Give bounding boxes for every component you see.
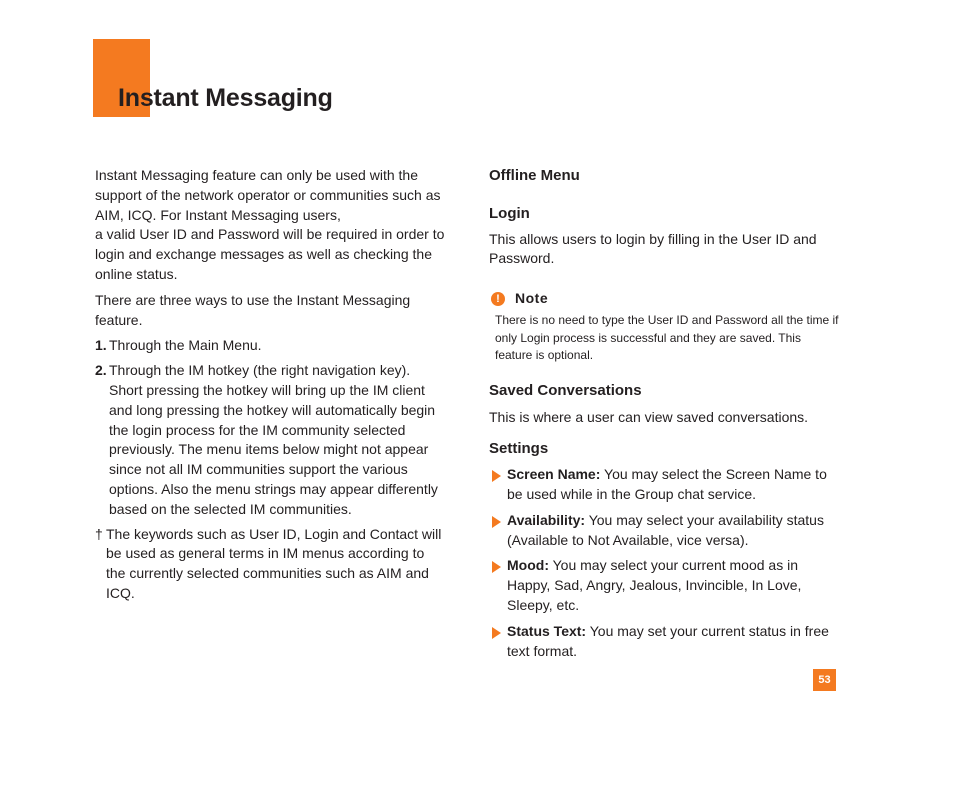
note-header: [489, 289, 839, 309]
footnote: [95, 525, 445, 604]
settings-text: You may set your current status in free text format.: [507, 622, 829, 659]
right-column: [489, 166, 839, 667]
left-column: [95, 166, 445, 604]
triangle-bullet-icon: [492, 516, 501, 528]
page-title: Instant Messaging: [118, 84, 333, 112]
login-description: This allows users to login by filling in the User ID and Password.: [489, 230, 817, 267]
triangle-bullet-icon: [492, 470, 501, 482]
settings-text: You may select the Screen Name to be used while in the Group chat service.: [507, 466, 827, 502]
triangle-bullet-icon: [492, 561, 501, 573]
list-item: [95, 336, 445, 356]
offline-menu-heading: Offline Menu: [489, 167, 580, 184]
settings-item-mood: [489, 556, 839, 615]
settings-item-screen-name: [489, 465, 839, 505]
page-number: 53: [813, 669, 836, 691]
note-body: There is no need to type the User ID and Password all the time if only Login process is successful and they are saved. This feature is optional.: [495, 312, 839, 363]
ways-paragraph: There are three ways to use the Instant Messaging feature.: [95, 291, 411, 328]
intro-paragraph-line-1: Instant Messaging feature can only be used with the support of the network operator or communities such as AIM, ICQ. For Instant Messaging users,: [95, 167, 441, 223]
settings-item-status-text: [489, 622, 839, 662]
intro-paragraph-line-2: a valid User ID and Password will be required in order to login and exchange messages as well as checking the online status.: [95, 226, 445, 282]
saved-conversations-description: This is where a user can view saved conversations.: [489, 408, 809, 425]
settings-term: Availability:: [507, 511, 586, 528]
list-item-text: Through the IM hotkey (the right navigation key). Short pressing the hotkey will bring up the IM client and long pressing the hotkey will automatically begin the login process for the IM community selected previously. The menu items below might not appear since not all IM communities support the various options. Also the menu strings may appear differently based on the selected IM communities.: [109, 362, 438, 517]
list-item-number: 1.: [95, 337, 107, 354]
settings-heading: Settings: [489, 440, 549, 458]
settings-text: You may select your availability status (Available to Not Available, vice versa).: [507, 511, 824, 548]
settings-text: You may select your current mood as in Happy, Sad, Angry, Jealous, Invincible, In Love, Sleepy, etc.: [507, 557, 802, 613]
saved-conversations-heading: Saved Conversations: [489, 381, 642, 399]
list-item-text: Through the Main Menu.: [109, 337, 262, 354]
settings-term: Screen Name:: [507, 466, 601, 483]
dagger-mark: †: [95, 525, 103, 542]
login-heading: Login: [489, 204, 530, 222]
list-item: [95, 361, 445, 519]
exclamation-icon: !: [491, 292, 505, 306]
settings-item-availability: [489, 511, 839, 551]
note-label: Note: [515, 290, 549, 307]
settings-term: Status Text:: [507, 622, 587, 639]
list-item-number: 2.: [95, 362, 107, 379]
settings-term: Mood:: [507, 557, 549, 574]
footnote-text: The keywords such as User ID, Login and Contact will be used as general terms in IM menus according to the currently selected communities such as AIM and ICQ.: [106, 525, 442, 601]
triangle-bullet-icon: [492, 627, 501, 639]
